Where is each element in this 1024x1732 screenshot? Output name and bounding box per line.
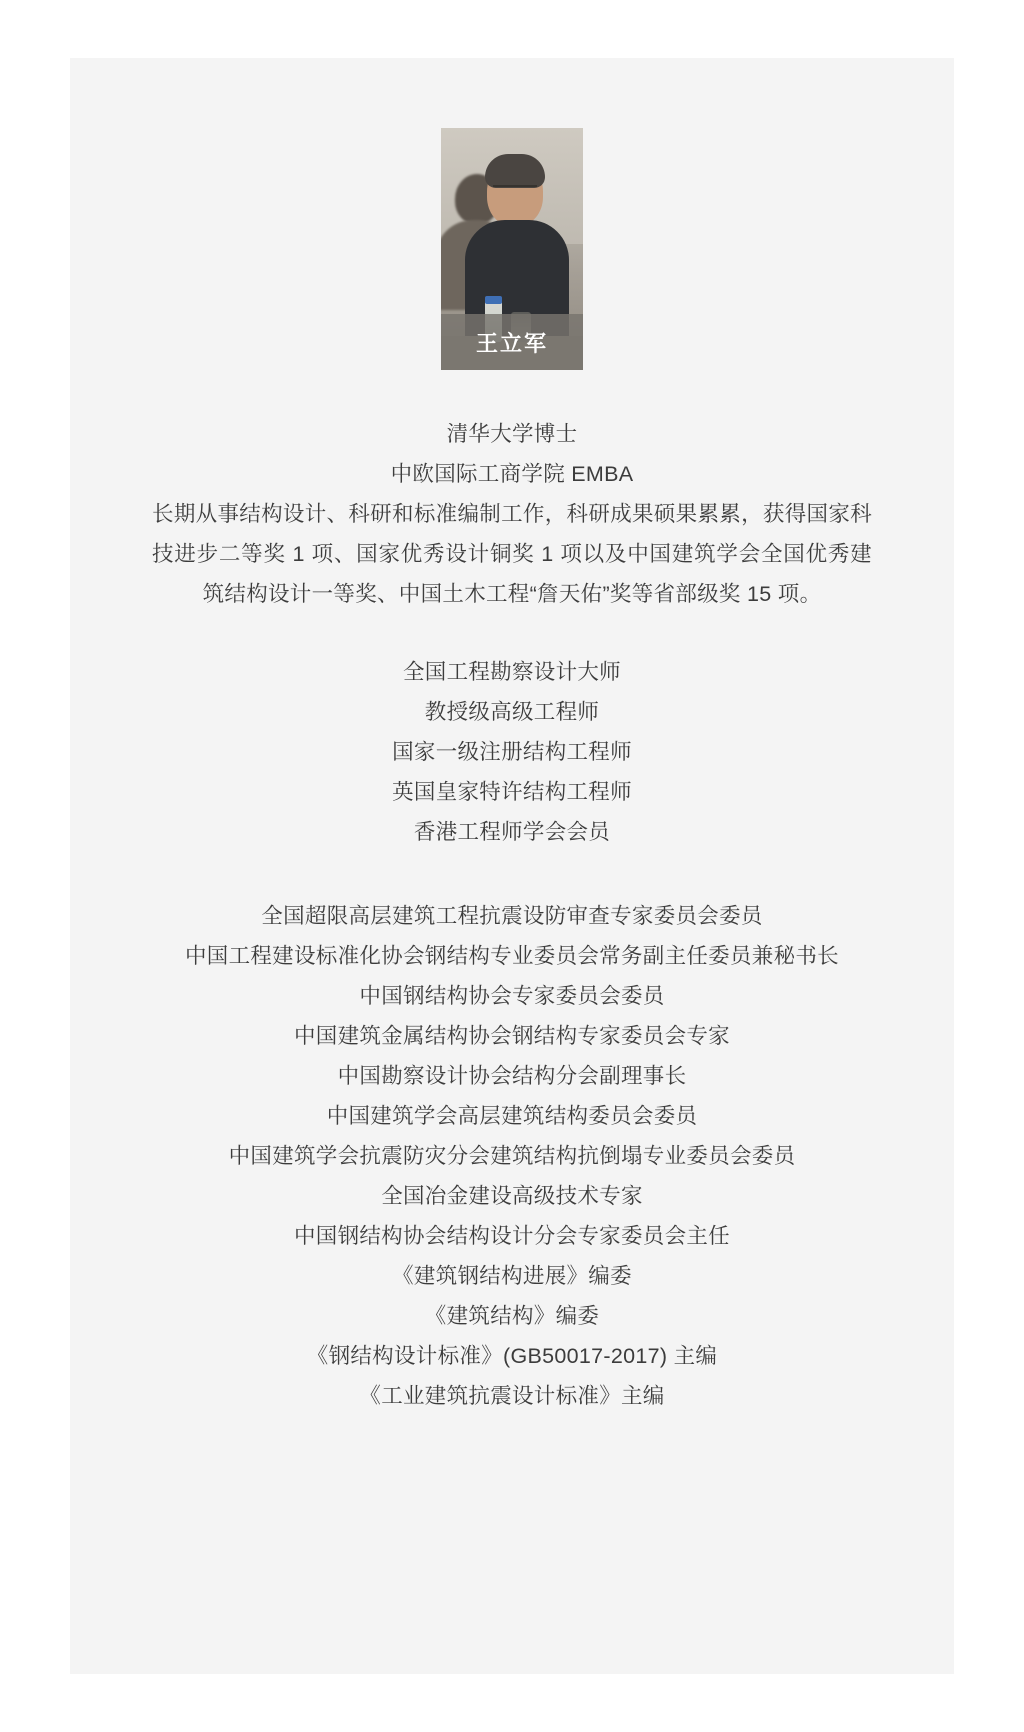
- position-item: 中国钢结构协会结构设计分会专家委员会主任: [293, 1224, 730, 1248]
- portrait-photo: [441, 128, 583, 370]
- title-item: 全国工程勘察设计大师: [402, 660, 621, 684]
- title-item: 国家一级注册结构工程师: [392, 740, 632, 764]
- summary-paragraph: 长期从事结构设计、科研和标准编制工作，科研成果硕果累累，获得国家科技进步二等奖 1 项、国家优秀设计铜奖 1 项以及中国建筑学会全国优秀建筑结构设计一等奖、中国土木工程“詹天佑”奖等省部级奖 15 项。: [152, 502, 872, 606]
- photo-water-bottle-cap: [485, 296, 502, 304]
- profile-card: [70, 58, 954, 1674]
- position-item: 中国建筑学会抗震防灾分会建筑结构抗倒塌专业委员会委员: [228, 1144, 796, 1168]
- education-item: 中欧国际工商学院 EMBA: [390, 462, 634, 486]
- position-item: 《钢结构设计标准》(GB50017-2017) 主编: [306, 1344, 718, 1368]
- portrait-wrapper: [441, 128, 583, 370]
- title-item: 教授级高级工程师: [424, 700, 600, 724]
- title-item: 英国皇家特许结构工程师: [392, 780, 632, 804]
- position-item: 《建筑钢结构进展》编委: [392, 1264, 632, 1288]
- spacer: [132, 852, 892, 896]
- position-item: 中国工程建设标准化协会钢结构专业委员会常务副主任委员兼秘书长: [184, 944, 839, 968]
- person-name: 王立军: [475, 330, 548, 356]
- position-item: 全国冶金建设高级技术专家: [381, 1184, 643, 1208]
- profile-body: [132, 370, 892, 1416]
- education-block: [132, 414, 892, 494]
- photo-person-hair: [485, 154, 545, 188]
- title-item: 香港工程师学会会员: [413, 820, 611, 844]
- position-item: 中国建筑学会高层建筑结构委员会委员: [326, 1104, 698, 1128]
- photo-person-glasses: [493, 185, 537, 196]
- spacer: [132, 614, 892, 652]
- position-item: 《工业建筑抗震设计标准》主编: [359, 1384, 665, 1408]
- position-item: 《建筑结构》编委: [424, 1304, 600, 1328]
- titles-block: [132, 652, 892, 852]
- name-banner: [441, 314, 583, 370]
- positions-block: [132, 896, 892, 1416]
- position-item: 全国超限高层建筑工程抗震设防审查专家委员会委员: [261, 904, 763, 928]
- position-item: 中国建筑金属结构协会钢结构专家委员会专家: [293, 1024, 730, 1048]
- position-item: 中国钢结构协会专家委员会委员: [359, 984, 665, 1008]
- position-item: 中国勘察设计协会结构分会副理事长: [337, 1064, 687, 1088]
- education-item: 清华大学博士: [446, 422, 578, 446]
